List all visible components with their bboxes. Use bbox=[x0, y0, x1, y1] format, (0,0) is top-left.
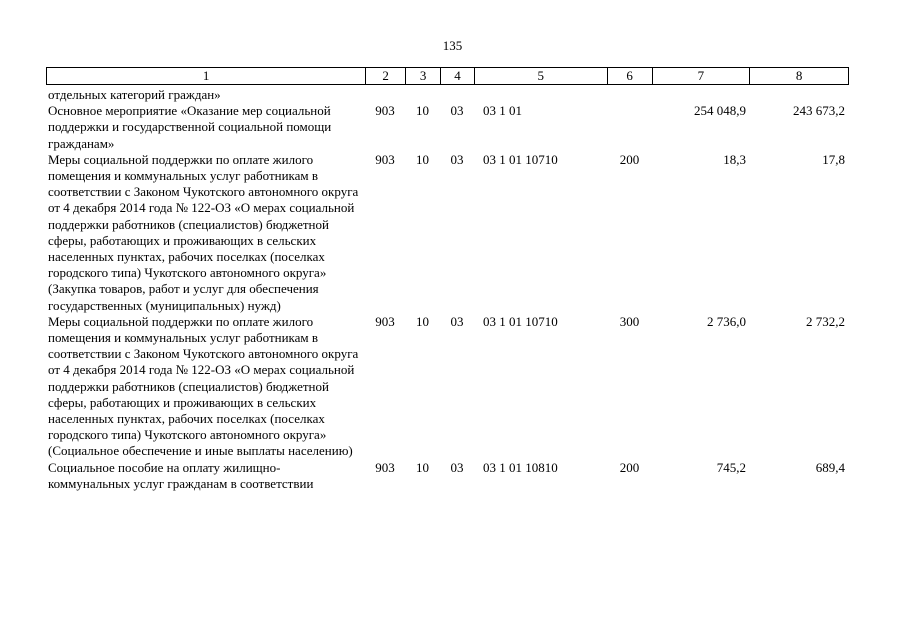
table-row bbox=[48, 87, 849, 103]
table-row bbox=[48, 460, 849, 492]
row-value-5: 03 1 01 10710 bbox=[483, 313, 558, 329]
column-header-3: 3 bbox=[405, 68, 440, 84]
row-value-2: 903 bbox=[375, 313, 395, 329]
row-value-7: 254 048,9 bbox=[694, 103, 746, 119]
table-row bbox=[48, 314, 849, 460]
row-value-4: 03 bbox=[450, 313, 464, 329]
table-header-row bbox=[46, 67, 849, 85]
row-value-3: 10 bbox=[416, 103, 429, 119]
page-number: 135 bbox=[442, 38, 463, 53]
row-value-2: 903 bbox=[375, 151, 395, 167]
row-value-6: 200 bbox=[619, 459, 640, 475]
row-description: отдельных категорий граждан» bbox=[48, 87, 221, 102]
column-header-1: 1 bbox=[202, 68, 210, 83]
row-value-8: 17,8 bbox=[822, 151, 845, 167]
column-header-8: 8 bbox=[749, 68, 848, 84]
column-header-7: 7 bbox=[652, 68, 750, 84]
column-header-2: 2 bbox=[365, 68, 405, 84]
row-value-6: 300 bbox=[619, 313, 640, 329]
row-description: Социальное пособие на оплату жилищно-коммунальных услуг гражданам в соответствии bbox=[48, 459, 314, 491]
row-value-5: 03 1 01 10710 bbox=[483, 151, 558, 167]
table-body bbox=[48, 87, 849, 492]
row-description: Основное мероприятие «Оказание мер социальной поддержки и государственной социальной помощи гражданам» bbox=[48, 103, 332, 151]
row-value-3: 10 bbox=[416, 313, 429, 329]
column-header-6: 6 bbox=[607, 68, 652, 84]
column-header-4: 4 bbox=[440, 68, 474, 84]
row-value-3: 10 bbox=[416, 459, 429, 475]
row-value-2: 903 bbox=[375, 103, 395, 119]
row-value-5: 03 1 01 10810 bbox=[483, 459, 558, 475]
table-row bbox=[48, 103, 849, 152]
row-value-7: 2 736,0 bbox=[707, 313, 746, 329]
row-value-7: 18,3 bbox=[723, 151, 746, 167]
row-value-8: 2 732,2 bbox=[806, 313, 845, 329]
row-description: Меры социальной поддержки по оплате жилого помещения и коммунальных услуг работникам в соответствии с Законом Чукотского автономного округа от 4 декабря 2014 года № 122-ОЗ «О мерах социальной поддержки работников (специалистов) бюджетной сферы, работающих и проживающих в сельских населенных пунктах, рабочих поселках (поселках городского типа) Чукотского автономного округа» (Закупка товаров, работ и услуг для обеспечения государственных (муниципальных) нужд) bbox=[48, 151, 359, 313]
row-value-3: 10 bbox=[416, 151, 429, 167]
row-value-8: 689,4 bbox=[815, 459, 845, 475]
table-row bbox=[48, 152, 849, 314]
row-value-7: 745,2 bbox=[716, 459, 746, 475]
row-value-8: 243 673,2 bbox=[793, 103, 845, 119]
row-description: Меры социальной поддержки по оплате жилого помещения и коммунальных услуг работникам в соответствии с Законом Чукотского автономного округа от 4 декабря 2014 года № 122-ОЗ «О мерах социальной поддержки работников (специалистов) бюджетной сферы, работающих и проживающих в сельских населенных пунктах, рабочих поселках (поселках городского типа) Чукотского автономного округа» (Социальное обеспечение и иные выплаты населению) bbox=[48, 313, 359, 459]
row-value-6: 200 bbox=[619, 151, 640, 167]
row-value-4: 03 bbox=[450, 459, 464, 475]
row-value-4: 03 bbox=[450, 151, 464, 167]
row-value-4: 03 bbox=[450, 103, 464, 119]
row-value-5: 03 1 01 bbox=[483, 103, 522, 119]
column-header-5: 5 bbox=[474, 68, 607, 84]
row-value-2: 903 bbox=[375, 459, 395, 475]
